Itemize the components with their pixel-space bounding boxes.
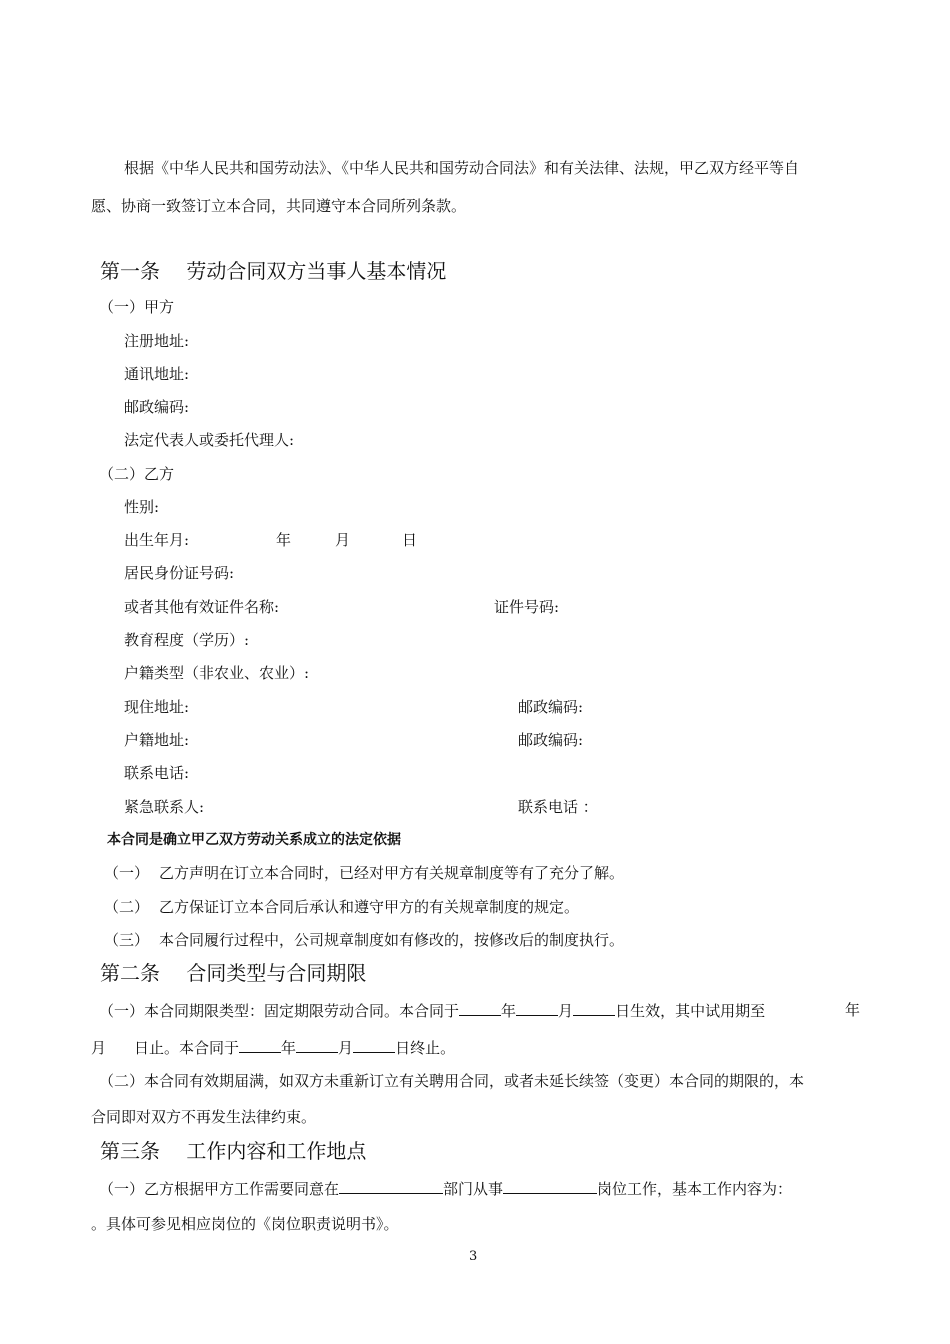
party-a-mailing-address: 通讯地址: xyxy=(124,365,190,383)
clause-num: （三） xyxy=(104,931,150,949)
text-segment: 本合同期限类型：固定期限劳动合同。本合同于 xyxy=(144,1002,460,1020)
party-a-legal-representative: 法定代表人或委托代理人: xyxy=(124,431,295,449)
blank-position-field xyxy=(503,1178,597,1194)
party-b-birth-month: 月 xyxy=(335,531,351,549)
party-b-birth-label: 出生年月: xyxy=(124,531,190,549)
party-b-current-address: 现住地址: xyxy=(124,698,190,716)
party-a-label: （一）甲方 xyxy=(99,298,175,316)
party-b-birth-day: 日 xyxy=(402,531,418,549)
party-b-household-type: 户籍类型（非农业、农业）: xyxy=(124,664,310,682)
party-b-cert-number: 证件号码: xyxy=(494,598,560,616)
article-2-clause-1-line-1 xyxy=(99,1000,859,1021)
page-number: 3 xyxy=(469,1249,478,1264)
article-1-title: 第一条 劳动合同双方当事人基本情况 xyxy=(100,259,447,283)
text-segment: 月 xyxy=(558,1002,574,1020)
party-b-birth-year: 年 xyxy=(276,531,292,549)
party-b-gender: 性别: xyxy=(124,498,160,516)
article-3-clause-1-line-1 xyxy=(99,1178,792,1199)
text-segment: 日终止。 xyxy=(395,1039,456,1057)
probation-year: 年 xyxy=(845,1001,861,1019)
text-segment: 部门从事 xyxy=(443,1180,504,1198)
clause-num: （一） xyxy=(104,864,150,882)
article-3-clause-1-line-2: 。具体可参见相应岗位的《岗位职责说明书》。 xyxy=(91,1215,399,1233)
blank-year-field xyxy=(239,1037,281,1053)
party-b-emergency-phone: 联系电话 ： xyxy=(518,798,598,816)
article-2-clause-2-line-1 xyxy=(99,1071,804,1091)
party-b-label: （二）乙方 xyxy=(99,465,175,483)
blank-department-field xyxy=(339,1178,443,1194)
clause-text: 乙方声明在订立本合同时，已经对甲方有关规章制度等有了充分了解。 xyxy=(159,864,625,882)
article-3-title: 第三条 工作内容和工作地点 xyxy=(100,1139,367,1163)
party-a-registered-address: 注册地址: xyxy=(124,332,190,350)
blank-month-field xyxy=(296,1037,338,1053)
party-b-emergency-contact: 紧急联系人: xyxy=(124,798,205,816)
intro-line-2: 愿、协商一致签订立本合同，共同遵守本合同所列条款。 xyxy=(91,197,467,215)
legal-basis-title: 本合同是确立甲乙双方劳动关系成立的法定依据 xyxy=(107,832,401,848)
clause-text: 本合同履行过程中，公司规章制度如有修改的，按修改后的制度执行。 xyxy=(159,931,625,949)
text-segment: 年 xyxy=(501,1002,517,1020)
blank-month-field xyxy=(516,1000,558,1016)
clause-num: （二） xyxy=(104,898,150,916)
party-a-postcode: 邮政编码: xyxy=(124,398,190,416)
party-b-id-number: 居民身份证号码: xyxy=(124,564,235,582)
text-segment: 月 xyxy=(338,1039,354,1057)
text-segment: 岗位工作，基本工作内容为： xyxy=(597,1180,793,1198)
text-segment: 本合同有效期届满，如双方未重新订立有关聘用合同，或者未延长续签（变更）本合同的期限的，本 xyxy=(144,1072,805,1090)
article-2-clause-2-line-2: 合同即对双方不再发生法律约束。 xyxy=(91,1108,317,1126)
party-b-postcode-1: 邮政编码: xyxy=(518,698,584,716)
text-segment: 月 xyxy=(91,1039,107,1057)
intro-line-1: 根据《中华人民共和国劳动法》、《中华人民共和国劳动合同法》和有关法律、法规，甲乙双方经平等自 xyxy=(124,159,800,177)
party-b-household-address: 户籍地址: xyxy=(124,731,190,749)
article-2-title: 第二条 合同类型与合同期限 xyxy=(100,961,367,985)
party-b-other-cert: 或者其他有效证件名称: xyxy=(124,598,280,616)
clause-text: 乙方保证订立本合同后承认和遵守甲方的有关规章制度的规定。 xyxy=(159,898,580,916)
blank-day-field xyxy=(353,1037,395,1053)
text-segment: （一）乙方根据甲方工作需要同意在 xyxy=(99,1180,340,1198)
clause-num: （二） xyxy=(99,1072,145,1090)
blank-year-field xyxy=(459,1000,501,1016)
text-segment: 日止。本合同于 xyxy=(134,1039,240,1057)
text-segment: 日生效，其中试用期至 xyxy=(615,1002,766,1020)
party-b-education: 教育程度（学历）: xyxy=(124,631,250,649)
party-b-postcode-2: 邮政编码: xyxy=(518,731,584,749)
clause-num: （一） xyxy=(99,1002,145,1020)
blank-day-field xyxy=(573,1000,615,1016)
article-2-clause-1-line-2 xyxy=(91,1037,455,1058)
text-segment: 年 xyxy=(281,1039,297,1057)
party-b-phone: 联系电话: xyxy=(124,764,190,782)
